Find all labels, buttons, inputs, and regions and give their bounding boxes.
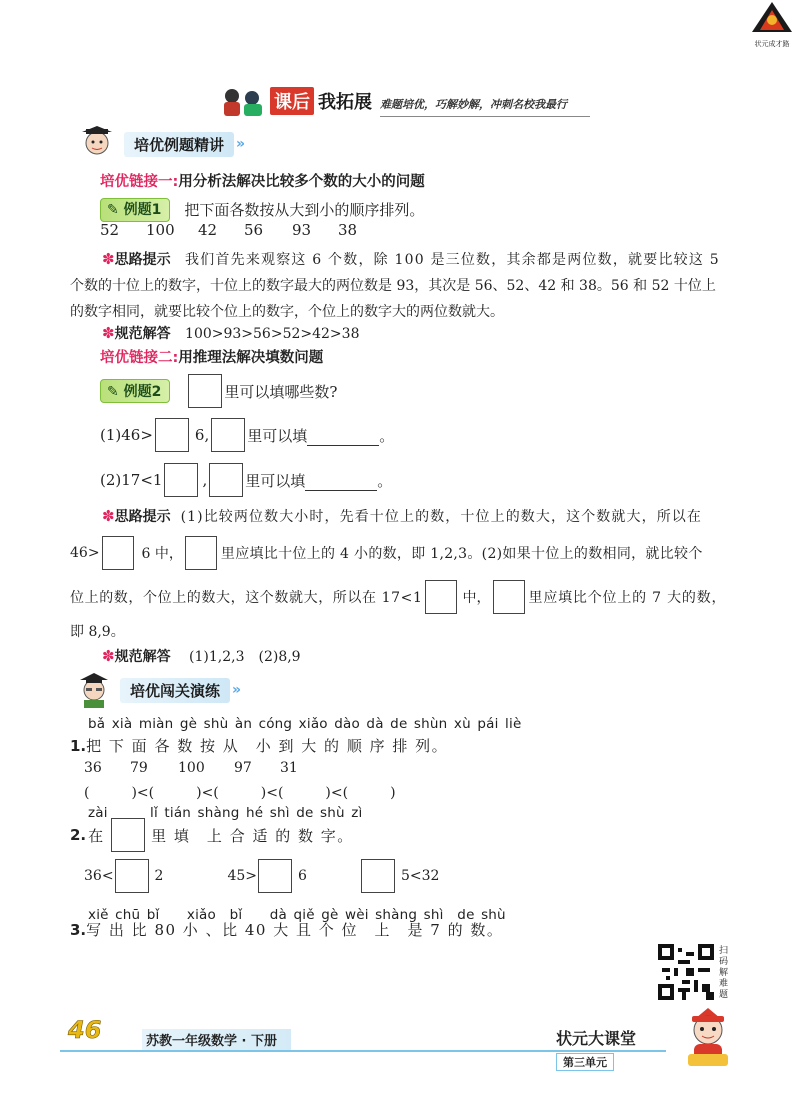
blank-box — [185, 536, 217, 570]
example2-q2-c: 里可以填 — [245, 471, 306, 490]
q2-pinyin-b: lǐ tián shàng hé shì de shù zì — [150, 805, 363, 821]
example2-q1-b: 6, — [194, 426, 210, 444]
brand: 状元大课堂 — [556, 1029, 637, 1048]
qr-label: 扫码解难题 — [719, 946, 729, 1000]
q2-item-3-post: 5<32 — [400, 868, 440, 884]
footer-line — [60, 1050, 666, 1052]
q2-item-2-post: 6 — [298, 868, 307, 884]
blank-box — [493, 580, 525, 614]
section2-chevrons-icon: » — [232, 682, 242, 698]
link1 — [100, 172, 425, 192]
example2-q1 — [100, 417, 394, 453]
example1-answer-text: 100>93>56>52>42>38 — [185, 326, 360, 342]
number-item: 100 — [146, 221, 175, 239]
section2-header — [74, 672, 241, 708]
link2-tag: 培优链接二: — [100, 350, 179, 366]
example1-badge — [100, 198, 170, 222]
blank-box — [102, 536, 134, 570]
example2-hint-line2c: 里应填比十位上的 4 小的数，即 1,2,3。(2)如果十位上的数相同，就比较个 — [220, 546, 703, 562]
example2-hint-label: 思路提示 — [114, 509, 171, 525]
example1-question-row — [100, 198, 424, 222]
number-item: 31 — [280, 760, 298, 776]
q1-text: 把 下 面 各 数 按 从 小 到 大 的 顺 序 排 列。 — [86, 737, 449, 755]
example2-q2 — [100, 462, 392, 498]
section1-chevrons-icon: » — [236, 136, 246, 152]
example1-hint-label: 思路提示 — [114, 252, 171, 268]
link2 — [100, 348, 323, 368]
blank-box — [188, 374, 222, 408]
number-item: 52 — [100, 221, 120, 239]
doctor-avatar-icon — [74, 672, 114, 708]
q1-text-row — [70, 735, 448, 756]
flower-icon: ✽ — [102, 250, 115, 268]
example1-numbers — [100, 221, 357, 239]
header-slogan: 难题培优，巧解妙解，冲刺名校我最行 — [380, 98, 567, 111]
example2-question: 里可以填哪些数? — [224, 382, 338, 401]
blank-box — [115, 859, 149, 893]
example1-hint-line2: 个数的十位上的数字，十位上的数字最大的两位数是 93，其次是 56、52、42 和 38。56 和 52 十位上 — [70, 278, 716, 294]
example1-label: 例题1 — [123, 202, 162, 218]
q2-pinyin-a: zài — [88, 805, 108, 821]
unit-label: 第三单元 — [556, 1053, 614, 1071]
number-item: 38 — [338, 221, 358, 239]
students-illustration-icon — [220, 86, 268, 118]
example2-hint — [70, 500, 740, 644]
number-item: 93 — [292, 221, 312, 239]
q1-pinyin: bǎ xià miàn gè shù àn cóng xiǎo dào dà de shùn xù pái liè — [88, 716, 522, 732]
example2-hint-line3c: 里应填比个位上的 7 大的数， — [528, 590, 727, 606]
book-title: 苏教一年级数学 · 下册 — [142, 1029, 291, 1050]
q2-item-2-pre: 45> — [227, 868, 258, 884]
q3-pinyin: xiě chū bǐ xiǎo bǐ dà qiě gè wèi shàng shì de shù — [88, 907, 506, 923]
number-item: 100 — [178, 760, 205, 776]
answer-blank — [307, 425, 379, 446]
flower-icon: ✽ — [102, 324, 115, 342]
example2-badge — [100, 379, 170, 403]
example2-question-row — [100, 374, 337, 408]
publisher-logo-icon — [750, 0, 794, 34]
section1-header — [78, 126, 245, 162]
example2-hint-line2b: 6 中， — [141, 546, 183, 562]
q2-text-a: 在 — [88, 826, 104, 845]
header-title-a: 课后 — [270, 87, 314, 115]
number-item: 79 — [130, 760, 148, 776]
blank-box — [211, 418, 245, 452]
example1-hint-line3: 的数字相同，就要比较个位上的数字，个位上的数字大的两位数就大。 — [70, 304, 504, 320]
blank-box — [111, 818, 145, 852]
example2-q1-c: 里可以填 — [247, 426, 308, 445]
example2-answer-text: (1)1,2,3 (2)8,9 — [189, 649, 301, 665]
example2-answer-label: 规范解答 — [114, 649, 171, 665]
example2-q2-a: (2)17<1 — [100, 471, 163, 489]
link1-tag: 培优链接一: — [100, 174, 179, 190]
blank-box — [361, 859, 395, 893]
q1-num: 1. — [70, 737, 87, 755]
q1-numbers — [84, 760, 298, 776]
period: 。 — [379, 426, 395, 445]
number-item: 56 — [244, 221, 264, 239]
example2-hint-line3a: 位上的数，个位上的数大，这个数就大，所以在 17<1 — [70, 590, 423, 606]
example1-answer-label: 规范解答 — [114, 326, 171, 342]
publisher-logo — [750, 0, 794, 48]
page-number: 46 — [68, 1016, 102, 1044]
example1-hint-line1: 我们首先来观察这 6 个数，除 100 是三位数，其余都是两位数，就要比较这 5 — [185, 252, 720, 268]
example1-question: 把下面各数按从大到小的顺序排列。 — [184, 201, 425, 219]
section2-title: 培优闯关演练 — [120, 678, 230, 703]
qr-code[interactable] — [658, 944, 714, 1000]
example2-q1-a: (1)46> — [100, 426, 153, 444]
section1-title: 培优例题精讲 — [124, 132, 234, 157]
blank-box — [155, 418, 189, 452]
example1-hint — [70, 246, 740, 325]
publisher-logo-text: 状元成才路 — [754, 40, 790, 48]
q2-text-row — [70, 818, 354, 852]
example2-label: 例题2 — [123, 384, 162, 400]
pencil-icon: ✎ — [107, 202, 119, 218]
number-item: 36 — [84, 760, 102, 776]
header-underline — [380, 116, 590, 117]
blank-box — [425, 580, 457, 614]
q1-blanks: ( )<( )<( )<( )<( ) — [84, 785, 396, 801]
q3-num: 3. — [70, 921, 87, 939]
period: 。 — [377, 471, 393, 490]
answer-blank — [305, 470, 377, 491]
example1-answer — [102, 323, 359, 343]
q2-num: 2. — [70, 826, 87, 844]
example2-hint-line4: 即 8,9。 — [70, 624, 125, 640]
flower-icon: ✽ — [102, 647, 115, 665]
flower-icon: ✽ — [102, 507, 115, 525]
blank-box — [164, 463, 198, 497]
q2-text-b: 里 填 上 合 适 的 数 字。 — [151, 826, 354, 845]
q2-item-1-post: 2 — [154, 868, 164, 884]
mascot-icon — [674, 1006, 742, 1078]
header-banner — [220, 86, 590, 122]
example2-q2-b: , — [202, 471, 208, 489]
blank-box — [209, 463, 243, 497]
pencil-icon: ✎ — [107, 384, 119, 400]
q2-items — [84, 858, 439, 894]
link1-text: 用分析法解决比较多个数的大小的问题 — [178, 174, 425, 190]
q3-text: 写 出 比 80 小 、比 40 大 且 个 位 上 是 7 的 数。 — [86, 921, 504, 939]
link2-text: 用推理法解决填数问题 — [178, 350, 324, 366]
example2-hint-line3b: 中， — [462, 590, 491, 606]
q3-text-row — [70, 919, 503, 940]
example2-hint-line1: (1)比较两位数大小时，先看十位上的数，十位上的数大，这个数就大，所以在 — [180, 509, 703, 525]
number-item: 42 — [198, 221, 218, 239]
teacher-avatar-icon — [78, 126, 116, 162]
q2-item-1-pre: 36< — [84, 868, 114, 884]
footer — [60, 1016, 750, 1076]
example2-answer — [102, 646, 301, 666]
header-title-b: 我拓展 — [318, 92, 372, 113]
number-item: 97 — [234, 760, 252, 776]
example2-hint-line2a: 46> — [70, 545, 100, 561]
qr-code-icon — [658, 944, 714, 1000]
blank-box — [258, 859, 292, 893]
